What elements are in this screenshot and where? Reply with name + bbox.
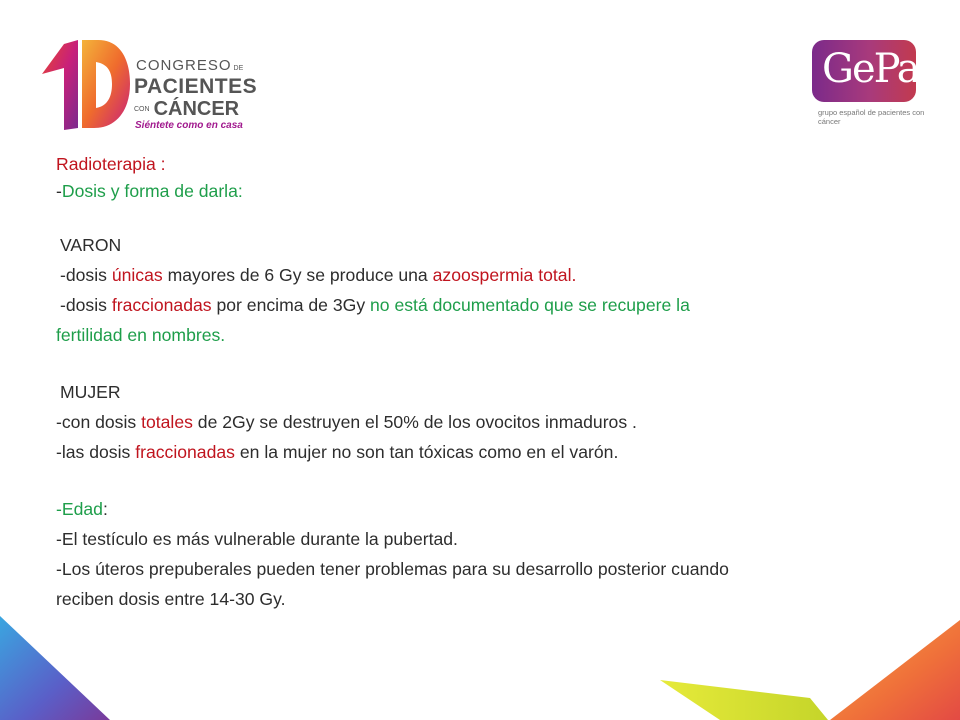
mujer-2-part-c: en la mujer no son tan tóxicas como en el varón. — [234, 442, 619, 462]
mujer-heading-text: MUJER — [60, 382, 121, 402]
mujer-1-part-a: -con dosis — [56, 412, 142, 432]
mujer-1-part-c: de 2Gy se destruyen el 50% de los ovocitos inmaduros . — [192, 412, 637, 432]
edad-line-3: reciben dosis entre 14-30 Gy. — [56, 589, 286, 609]
dose-heading-line — [56, 178, 916, 205]
mujer-2-part-a: -las dosis — [56, 442, 136, 462]
dose-heading: Dosis y forma de darla: — [61, 181, 243, 201]
varon-heading-text: VARON — [60, 235, 122, 255]
edad-colon: : — [102, 499, 108, 519]
edad-heading-line — [56, 496, 916, 526]
gepac-tagline: grupo español de pacientes con cáncer — [818, 108, 925, 126]
logo-pacientes-text: PACIENTES — [134, 75, 258, 98]
edad-heading: -Edad — [56, 499, 103, 519]
mujer-1-highlight-totales: totales — [141, 412, 193, 432]
corner-triangle-left-decoration — [0, 616, 110, 720]
mujer-2-highlight-fraccionadas: fraccionadas — [135, 442, 235, 462]
varon-2-part-c: por encima de 3Gy — [211, 295, 371, 315]
corner-shapes-right-decoration — [660, 620, 960, 720]
mujer-line-2 — [56, 439, 916, 469]
varon-1-part-c: mayores de 6 Gy se produce una — [162, 265, 433, 285]
gepac-wordmark: GePac — [822, 46, 939, 92]
logo-cancer-text: CÁNCER — [153, 98, 240, 120]
varon-line-3: fertilidad en nombres. — [56, 325, 226, 345]
varon-2-highlight-fraccionadas: fraccionadas — [111, 295, 212, 315]
varon-1-highlight-unicas: únicas — [111, 265, 163, 285]
varon-heading — [56, 232, 916, 262]
varon-line-2 — [56, 292, 916, 322]
varon-1-part-a: -dosis — [60, 265, 112, 285]
mujer-heading — [56, 379, 916, 409]
dose-dash: - — [56, 181, 62, 201]
varon-2-highlight-no-documentado: no está documentado que se recupere la — [370, 295, 690, 315]
slide-title: Radioterapia : — [56, 154, 166, 174]
varon-2-part-a: -dosis — [60, 295, 112, 315]
edad-line-1: -El testículo es más vulnerable durante la pubertad. — [56, 529, 458, 549]
logo-10-emblem-icon — [38, 38, 138, 132]
varon-1-highlight-azoospermia: azoospermia total. — [432, 265, 577, 285]
edad-line-2: -Los úteros prepuberales pueden tener problemas para su desarrollo posterior cuando — [56, 559, 729, 579]
logo-de-text: DE — [233, 65, 244, 72]
logo-tagline: Siéntete como en casa — [135, 120, 243, 131]
logo-congreso-text: CONGRESO — [136, 57, 232, 74]
slide-content — [56, 151, 916, 616]
logo-con-text: CON — [134, 106, 150, 114]
gepac-logo-box — [812, 40, 939, 102]
congreso-logo — [38, 38, 258, 132]
varon-line-1 — [56, 262, 916, 292]
gepac-logo — [806, 38, 939, 138]
mujer-line-1 — [56, 409, 916, 439]
